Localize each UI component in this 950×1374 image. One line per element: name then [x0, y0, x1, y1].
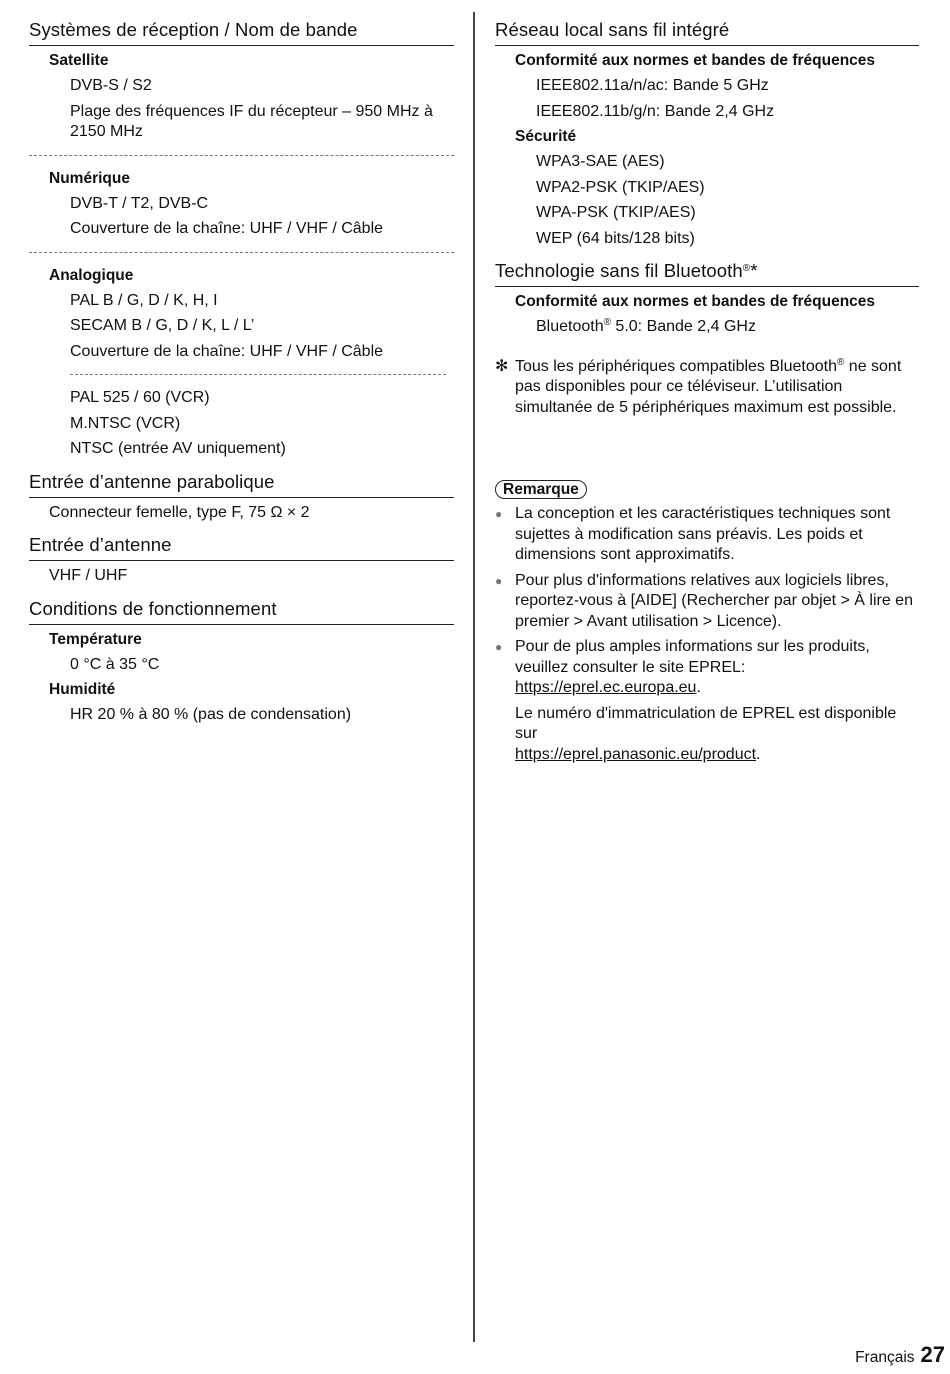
- bluetooth-conformity-line: [495, 317, 919, 338]
- registered-mark: ®: [742, 263, 751, 274]
- digital-line-2: Couverture de la chaîne: UHF / VHF / Câble: [70, 220, 384, 237]
- dish-input-title: Entrée d’antenne parabolique: [29, 470, 454, 498]
- remark-item: [495, 504, 919, 566]
- analog-extra-line-2: M.NTSC (VCR): [70, 414, 181, 432]
- digital-label: Numérique: [49, 169, 130, 187]
- wlan-conformity-line-1: IEEE802.11a/n/ac: Bande 5 GHz: [536, 77, 769, 94]
- humidity-value: HR 20 % à 80 % (pas de condensation): [70, 706, 352, 723]
- bluetooth-band: 5.0: Bande 2,4 GHz: [610, 318, 756, 335]
- security-line-1: WPA3-SAE (AES): [536, 153, 665, 170]
- bluetooth-section: [495, 259, 919, 418]
- dish-input-section: [29, 470, 454, 524]
- remarks-section: [495, 428, 919, 765]
- eprel-europa-link[interactable]: https://eprel.ec.europa.eu: [515, 679, 697, 696]
- remark-badge: Remarque: [495, 480, 587, 499]
- antenna-input-line: VHF / UHF: [49, 567, 128, 584]
- registered-mark: ®: [603, 317, 611, 328]
- operating-conditions-section: [29, 597, 454, 726]
- period: .: [756, 745, 761, 763]
- remark-continuation: [495, 704, 919, 766]
- temperature-value: 0 °C à 35 °C: [70, 655, 160, 673]
- bluetooth-footnote-text: [515, 357, 919, 419]
- analog-extra-line-1: PAL 525 / 60 (VCR): [70, 389, 210, 406]
- bluetooth-title-text: Technologie sans fil Bluetooth: [495, 260, 743, 281]
- operating-conditions-title: Conditions de fonctionnement: [29, 597, 454, 625]
- reception-title: Systèmes de réception / Nom de bande: [29, 18, 454, 46]
- wlan-section: [495, 18, 919, 249]
- remark-item: [495, 571, 919, 633]
- analog-extra-line-3: NTSC (entrée AV uniquement): [70, 440, 286, 457]
- page-footer: [855, 1342, 945, 1368]
- footnote-text-b: ne sont pas disponibles pour ce téléviseur. L’utilisation simultanée de 5 périphériques maximum est possible.: [515, 357, 902, 416]
- security-line-4: WEP (64 bits/128 bits): [536, 229, 695, 247]
- eprel-panasonic-link[interactable]: https://eprel.panasonic.eu/product: [515, 745, 757, 763]
- satellite-label: Satellite: [49, 52, 109, 69]
- remark-text-2: Pour plus d'informations relatives aux logiciels libres, reportez-vous à [AIDE] (Rechercher par objet > À lire en premier > Avant utilisation > Licence).: [515, 571, 913, 630]
- column-divider: [473, 12, 475, 1342]
- right-column: [495, 18, 919, 765]
- left-column: [29, 18, 454, 736]
- antenna-input-title: Entrée d’antenne: [29, 533, 454, 561]
- analog-line-2: SECAM B / G, D / K, L / L’: [70, 317, 255, 334]
- remark-item: [495, 637, 919, 699]
- analog-line-1: PAL B / G, D / K, H, I: [70, 291, 218, 309]
- bullet-icon: ●: [495, 507, 503, 521]
- dish-input-line: Connecteur femelle, type F, 75 Ω × 2: [49, 503, 310, 521]
- satellite-line-1: DVB-S / S2: [70, 77, 152, 94]
- security-label: Sécurité: [515, 128, 577, 145]
- security-line-3: WPA-PSK (TKIP/AES): [536, 204, 696, 221]
- wlan-conformity-label: Conformité aux normes et bandes de fréquences: [515, 52, 876, 69]
- antenna-input-section: [29, 533, 454, 587]
- digital-line-1: DVB-T / T2, DVB-C: [70, 194, 209, 212]
- remark-continuation-text: Le numéro d'immatriculation de EPREL est disponible sur: [515, 704, 897, 742]
- analog-line-3: Couverture de la chaîne: UHF / VHF / Câble: [70, 342, 384, 360]
- satellite-line-2: Plage des fréquences IF du récepteur – 950 MHz à 2150 MHz: [70, 102, 433, 140]
- bluetooth-word: Bluetooth: [536, 318, 604, 335]
- analog-label: Analogique: [49, 266, 134, 284]
- footnote-text-a: Tous les périphériques compatibles Bluetooth: [515, 357, 837, 375]
- page-number: 27: [920, 1342, 945, 1367]
- footnote-star: *: [750, 260, 758, 281]
- period: .: [696, 679, 701, 696]
- temperature-label: Température: [49, 630, 142, 648]
- dashed-separator: [29, 252, 454, 253]
- wlan-title: Réseau local sans fil intégré: [495, 18, 919, 46]
- dashed-separator: [29, 155, 454, 156]
- bullet-icon: ●: [495, 573, 503, 588]
- remark-text-1: La conception et les caractéristiques techniques sont sujettes à modification sans préavis. Les poids et dimensions sont approximatifs.: [515, 505, 891, 563]
- bluetooth-conformity-label: Conformité aux normes et bandes de fréquences: [515, 293, 876, 310]
- dashed-separator-indented: [70, 374, 446, 375]
- bluetooth-footnote: [495, 357, 919, 419]
- footer-language: Français: [855, 1349, 915, 1366]
- reception-section: [29, 18, 454, 460]
- bluetooth-title: [495, 259, 919, 287]
- remark-text-3: [515, 637, 919, 699]
- remark-text-3-body: Pour de plus amples informations sur les produits, veuillez consulter le site EPREL:: [515, 638, 870, 676]
- security-line-2: WPA2-PSK (TKIP/AES): [536, 178, 705, 196]
- humidity-label: Humidité: [49, 681, 116, 698]
- asterisk-icon: ✻: [495, 357, 509, 375]
- registered-mark: ®: [836, 356, 845, 368]
- bullet-icon: ●: [495, 640, 503, 654]
- wlan-conformity-line-2: IEEE802.11b/g/n: Bande 2,4 GHz: [536, 102, 775, 120]
